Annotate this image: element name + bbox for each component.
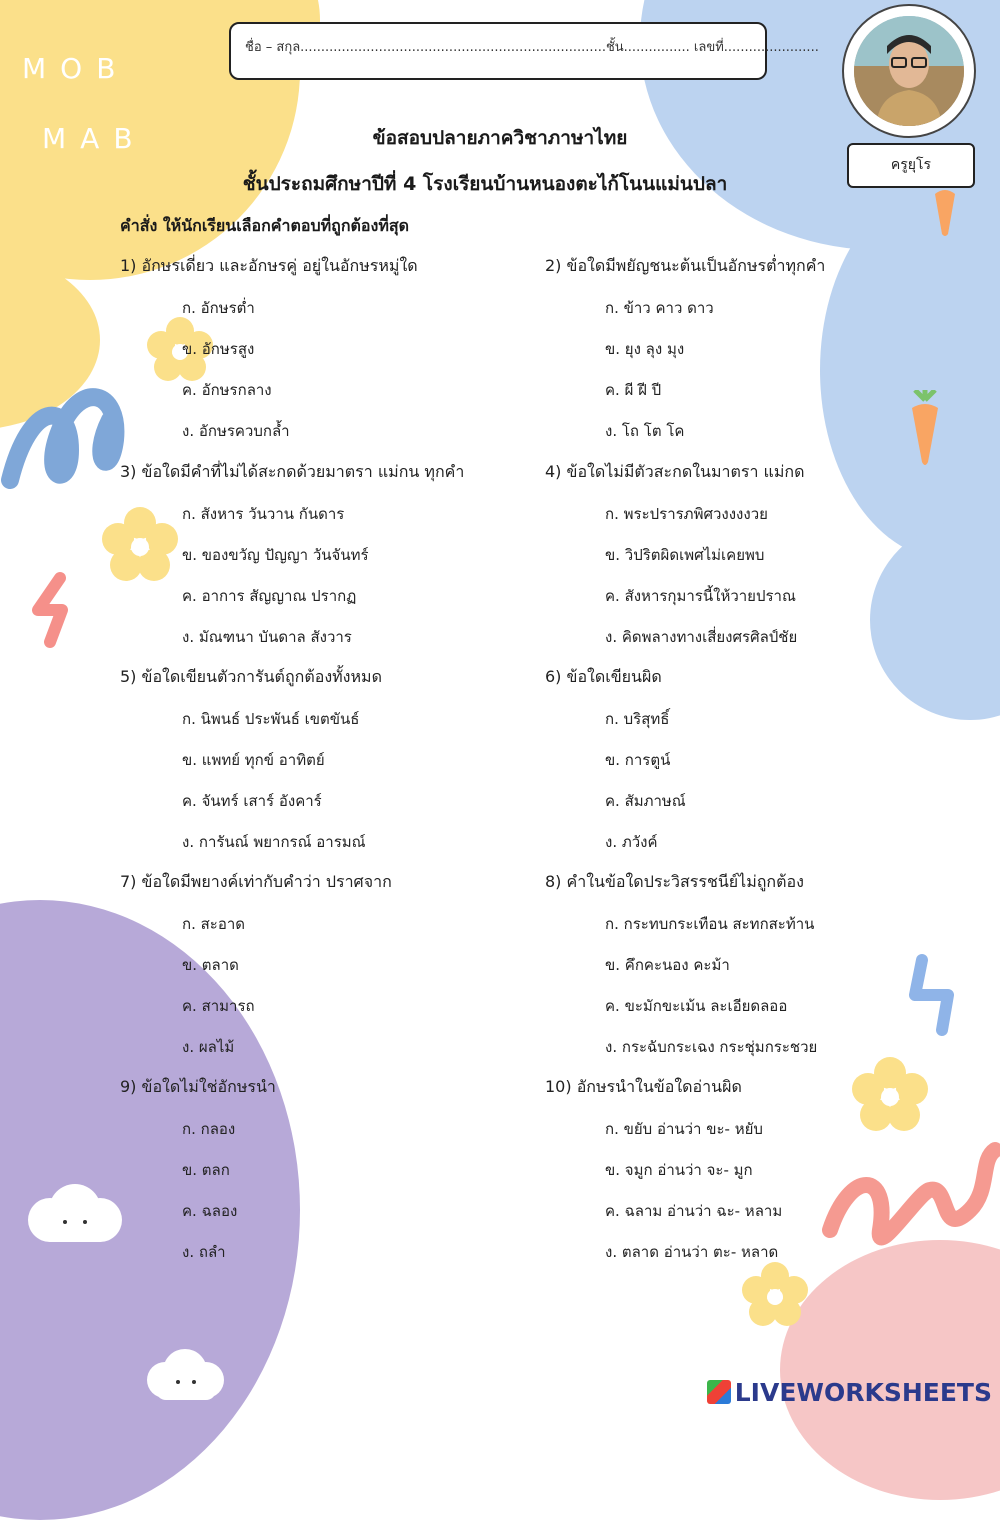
option[interactable]: ข. แพทย์ ทุกข์ อาทิตย์	[182, 751, 325, 769]
option[interactable]: ก. สะอาด	[182, 915, 246, 933]
option[interactable]: ก. สังหาร วันวาน กันดาร	[182, 505, 345, 523]
option[interactable]: ข. วิปริตผิดเพศไม่เคยพบ	[605, 546, 765, 564]
option[interactable]: ง. มัณฑนา บันดาล สังวาร	[182, 628, 352, 646]
mab-text-decor: MAB	[42, 122, 147, 155]
question-4: 4) ข้อใดไม่มีตัวสะกดในมาตรา แม่กด	[545, 462, 805, 481]
teacher-avatar	[842, 4, 976, 138]
exam-subtitle: ชั้นประถมศึกษาปีที่ 4 โรงเรียนบ้านหนองตะไก้โนนแม่นปลา	[242, 173, 728, 195]
question-6: 6) ข้อใดเขียนผิด	[545, 667, 662, 686]
option[interactable]: ข. จมูก อ่านว่า จะ- มูก	[605, 1161, 753, 1179]
option[interactable]: ก. ข้าว คาว ดาว	[605, 299, 714, 317]
option[interactable]: ค. ฉลอง	[182, 1202, 238, 1220]
option[interactable]: ค. สัมภาษณ์	[605, 792, 686, 810]
option[interactable]: ข. ของขวัญ ปัญญา วันจันทร์	[182, 546, 369, 564]
option[interactable]: ค. สังหารกุมารนี้ให้วายปราณ	[605, 587, 796, 605]
option[interactable]: ข. คึกคะนอง คะม้า	[605, 956, 730, 974]
option[interactable]: ค. ฉลาม อ่านว่า ฉะ- หลาม	[605, 1202, 783, 1220]
option[interactable]: ค. สามารถ	[182, 997, 255, 1015]
option[interactable]: ง. การันณ์ พยากรณ์ อารมณ์	[182, 833, 366, 851]
question-1: 1) อักษรเดี่ยว และอักษรคู่ อยู่ในอักษรหมู่ใด	[120, 256, 418, 275]
option[interactable]: ข. ตลก	[182, 1161, 230, 1179]
option[interactable]: ก. บริสุทธิ์	[605, 710, 670, 728]
instruction: คำสั่ง ให้นักเรียนเลือกคำตอบที่ถูกต้องที่สุด	[120, 216, 410, 235]
name-line: ชื่อ – สกุล..........................................................................ชั้น................ เลขที่.......................	[245, 40, 819, 55]
option[interactable]: ค. ขะมักขะเม้น ละเอียดลออ	[605, 997, 788, 1015]
option[interactable]: ง. ผลไม้	[182, 1038, 235, 1056]
option[interactable]: ค. ผี ฝี ปี	[605, 381, 662, 399]
option[interactable]: ก. นิพนธ์ ประพันธ์ เขตขันธ์	[182, 710, 360, 728]
question-10: 10) อักษรนำในข้อใดอ่านผิด	[545, 1077, 742, 1096]
option[interactable]: ง. กระฉับกระเฉง กระชุ่มกระชวย	[605, 1038, 818, 1056]
teacher-label: ครูยุโร	[847, 143, 975, 188]
liveworksheets-logo[interactable]	[707, 1378, 992, 1407]
logo-text: LIVEWORKSHEETS	[734, 1378, 992, 1407]
question-5: 5) ข้อใดเขียนตัวการันต์ถูกต้องทั้งหมด	[120, 667, 382, 686]
teacher-photo	[854, 16, 964, 126]
option[interactable]: ค. อาการ สัญญาณ ปรากฏ	[182, 587, 357, 605]
student-info-box[interactable]	[229, 22, 819, 80]
option[interactable]: ก. กระทบกระเทือน สะทกสะท้าน	[605, 915, 815, 933]
question-2: 2) ข้อใดมีพยัญชนะต้นเป็นอักษรต่ำทุกคำ	[545, 256, 826, 275]
option[interactable]: ง. คิดพลางทางเสี่ยงศรศิลป์ชัย	[605, 628, 798, 646]
option[interactable]: ง. โถ โต โค	[605, 422, 685, 440]
option[interactable]: ข. อักษรสูง	[182, 340, 255, 358]
option[interactable]: ง. ถลำ	[182, 1243, 226, 1261]
option[interactable]: ก. ขยับ อ่านว่า ขะ- หยับ	[605, 1120, 763, 1138]
option[interactable]: ข. ยุง ลุง มุง	[605, 340, 685, 358]
option[interactable]: ข. ตลาด	[182, 956, 239, 974]
option[interactable]: ง. อักษรควบกล้ำ	[182, 422, 290, 440]
mob-text-decor: MOB	[22, 52, 130, 85]
person-icon	[854, 16, 964, 126]
option[interactable]: ค. อักษรกลาง	[182, 381, 272, 399]
question-3: 3) ข้อใดมีคำที่ไม่ได้สะกดด้วยมาตรา แม่กน ทุกคำ	[120, 462, 465, 481]
option[interactable]: ก. พระปรารภพิศวงงงงวย	[605, 505, 768, 523]
exam-title: ข้อสอบปลายภาควิชาภาษาไทย	[372, 127, 628, 149]
logo-icon	[707, 1380, 731, 1404]
option[interactable]: ก. อักษรต่ำ	[182, 299, 255, 317]
option[interactable]: ก. กลอง	[182, 1120, 236, 1138]
question-8: 8) คำในข้อใดประวิสรรชนีย์ไม่ถูกต้อง	[545, 872, 804, 891]
question-9: 9) ข้อใดไม่ใช่อักษรนำ	[120, 1077, 276, 1096]
option[interactable]: ค. จันทร์ เสาร์ อังคาร์	[182, 792, 322, 810]
question-7: 7) ข้อใดมีพยางค์เท่ากับคำว่า ปราศจาก	[120, 872, 392, 891]
option[interactable]: ง. ตลาด อ่านว่า ตะ- หลาด	[605, 1243, 779, 1261]
option[interactable]: ง. ภวังค์	[605, 833, 658, 851]
option[interactable]: ข. การตูน์	[605, 751, 671, 769]
